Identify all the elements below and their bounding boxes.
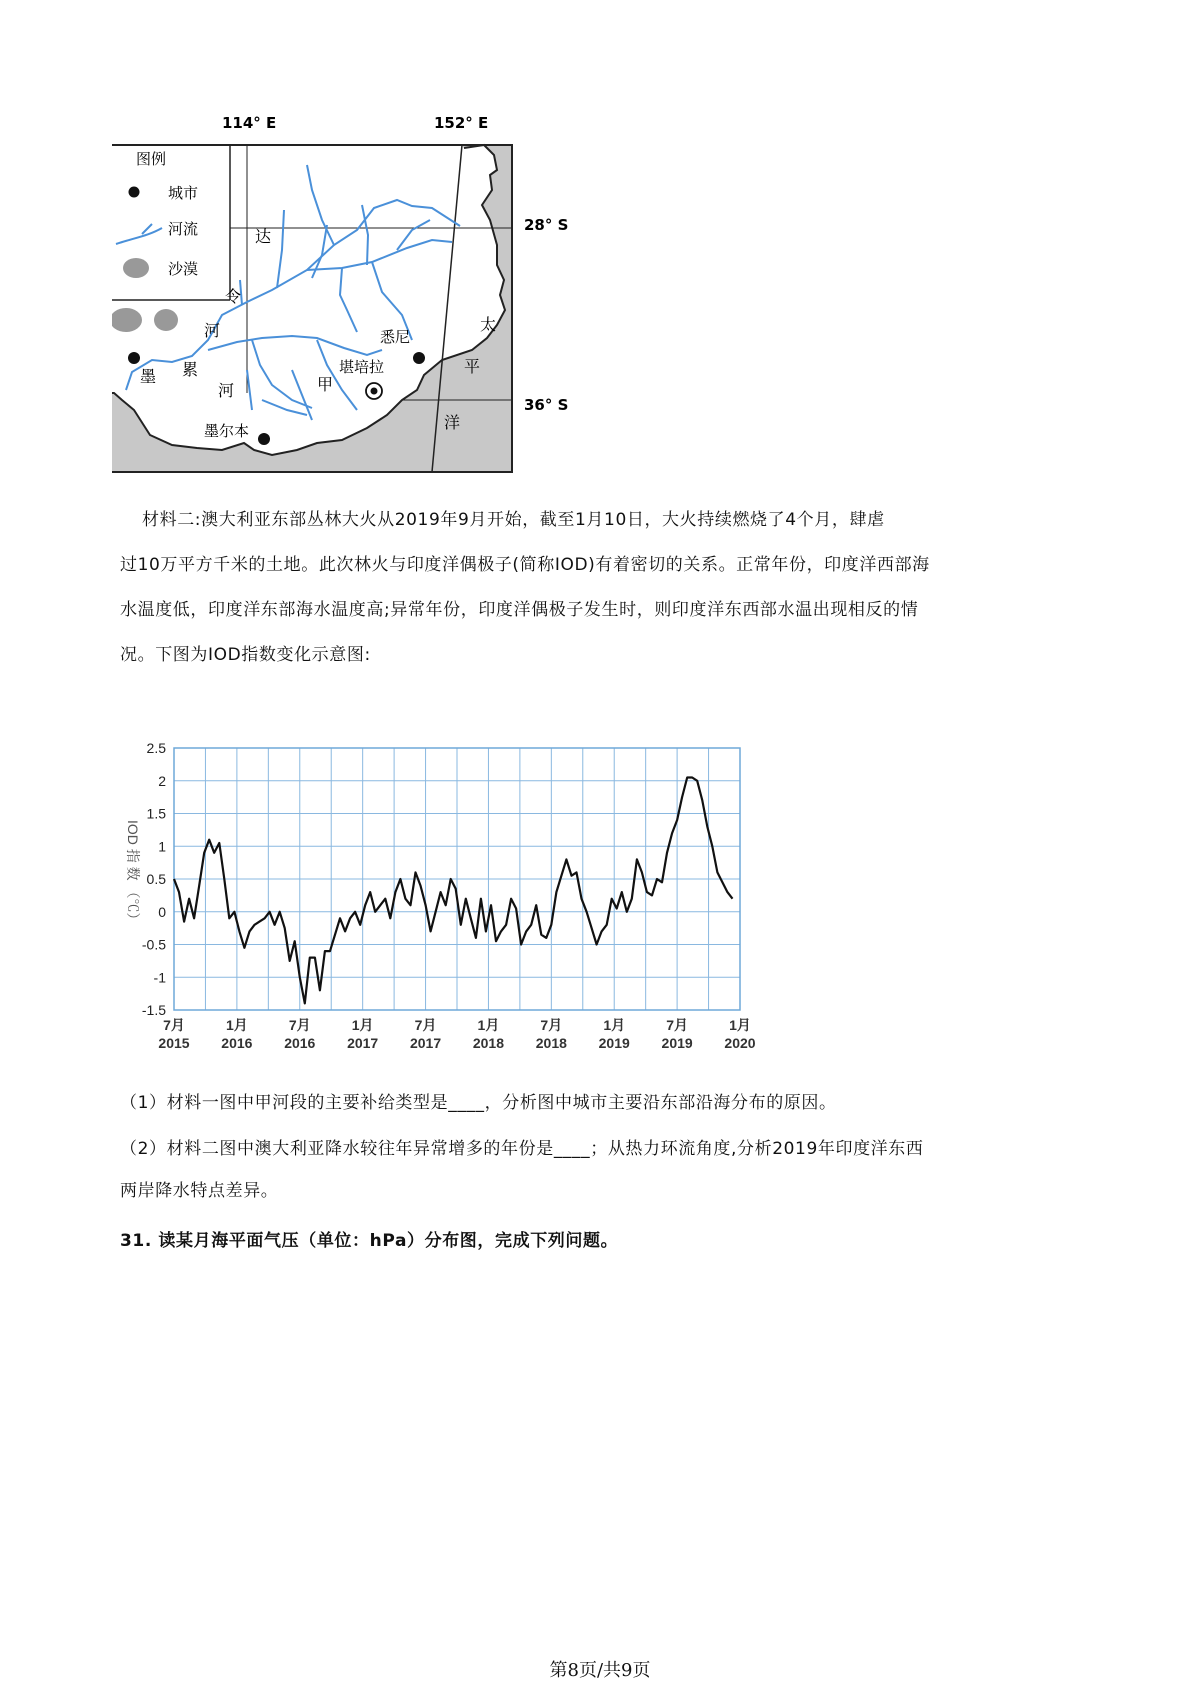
y-tick-label: 0 — [158, 903, 166, 920]
x-tick-year: 2016 — [221, 1035, 253, 1051]
x-tick-month: 7月 — [414, 1017, 437, 1033]
iod-series-line — [174, 778, 733, 1004]
city-dot — [128, 352, 140, 364]
material-2-line: 过10万平方千米的土地。此次林火与印度洋偶极子(简称IOD)有着密切的关系。正常年份，印度洋西部海 — [120, 555, 930, 575]
x-tick-year: 2018 — [535, 1035, 567, 1051]
melbourne-label: 墨尔本 — [204, 422, 250, 440]
river-network — [126, 165, 460, 420]
sydney-label: 悉尼 — [380, 328, 411, 346]
legend-title: 图例 — [136, 150, 167, 168]
legend-city-label: 城市 — [168, 184, 199, 202]
legend-desert-icon — [123, 258, 149, 278]
lon-152-label: 152° E — [434, 114, 489, 132]
jia-label: 甲 — [317, 375, 334, 394]
y-tick-label: 2.5 — [146, 740, 166, 756]
murray-lower — [208, 336, 382, 355]
material-2-line: 况。下图为IOD指数变化示意图: — [120, 645, 371, 665]
x-tick-year: 2016 — [284, 1035, 316, 1051]
lat-36-label: 36° S — [524, 396, 569, 414]
lat-28-label: 28° S — [524, 216, 569, 234]
question-31: 31. 读某月海平面气压（单位：hPa）分布图，完成下列问题。 — [120, 1231, 619, 1251]
question-2-line-1: （2）材料二图中澳大利亚降水较往年异常增多的年份是____；从热力环流角度,分析2019年印度洋东西 — [120, 1139, 924, 1159]
x-tick-month: 1月 — [729, 1017, 751, 1033]
legend-city-icon — [129, 187, 140, 198]
tributary — [307, 165, 334, 245]
x-tick-year: 2019 — [661, 1035, 693, 1051]
desert-area — [112, 308, 142, 332]
pacific-label-3: 洋 — [444, 413, 461, 432]
y-tick-label: 1 — [158, 838, 166, 855]
murray-label-2: 累 — [182, 360, 199, 379]
tributary — [247, 370, 252, 410]
x-tick-year: 2018 — [472, 1035, 505, 1051]
tributary — [340, 268, 357, 332]
question-2-line-2: 两岸降水特点差异。 — [120, 1181, 279, 1201]
canberra-label: 堪培拉 — [339, 358, 385, 376]
x-tick-year: 2015 — [158, 1035, 190, 1051]
darling-label-1: 达 — [255, 227, 272, 246]
x-tick-month: 1月 — [225, 1017, 248, 1033]
x-tick-year: 2020 — [724, 1035, 756, 1051]
australia-river-map — [112, 110, 632, 530]
murray-label-3: 河 — [218, 381, 235, 400]
darling-label-2: 令 — [225, 287, 242, 306]
y-tick-label: -1 — [153, 969, 166, 986]
x-tick-month: 7月 — [540, 1017, 563, 1033]
legend-river-label: 河流 — [168, 220, 199, 238]
iod-index-chart — [110, 740, 770, 1070]
x-tick-month: 7月 — [163, 1017, 185, 1033]
x-tick-month: 1月 — [603, 1017, 626, 1033]
pacific-label-2: 平 — [464, 357, 481, 376]
murray-label-1: 墨 — [140, 367, 157, 386]
melbourne-dot — [258, 433, 270, 445]
x-tick-month: 1月 — [351, 1017, 374, 1033]
x-tick-month: 1月 — [477, 1017, 500, 1033]
material-2-line: 水温度低，印度洋东部海水温度高;异常年份，印度洋偶极子发生时，则印度洋东西部水温出现相反的情 — [120, 600, 919, 620]
y-tick-label: 1.5 — [146, 805, 166, 822]
x-tick-year: 2017 — [409, 1035, 442, 1051]
x-tick-month: 7月 — [666, 1017, 689, 1033]
y-axis-label: IOD 指 数 （℃） — [125, 820, 141, 927]
legend-river-icon — [116, 224, 162, 244]
y-tick-label: 2 — [158, 772, 166, 789]
canberra-center — [371, 388, 378, 395]
tributary — [362, 205, 368, 265]
x-tick-month: 7月 — [288, 1017, 311, 1033]
tributary — [277, 210, 284, 288]
darling-label-3: 河 — [204, 321, 221, 340]
x-tick-year: 2017 — [347, 1035, 379, 1051]
x-tick-year: 2019 — [598, 1035, 630, 1051]
sydney-dot — [413, 352, 425, 364]
y-tick-label: -0.5 — [141, 936, 166, 953]
question-1: （1）材料一图中甲河段的主要补给类型是____，分析图中城市主要沿东部沿海分布的原因。 — [120, 1093, 837, 1113]
material-2-line: 材料二:澳大利亚东部丛林大火从2019年9月开始，截至1月10日，大火持续燃烧了4个月，肆虐 — [142, 510, 885, 530]
page-footer: 第8页/共9页 — [549, 1660, 651, 1681]
desert-area — [154, 309, 178, 331]
y-tick-label: 0.5 — [146, 871, 166, 887]
pacific-label-1: 太 — [480, 315, 497, 334]
y-tick-label: -1.5 — [141, 1002, 166, 1018]
darling-tributary — [307, 240, 452, 270]
legend-desert-label: 沙漠 — [168, 260, 199, 278]
lon-114-label: 114° E — [222, 114, 277, 132]
